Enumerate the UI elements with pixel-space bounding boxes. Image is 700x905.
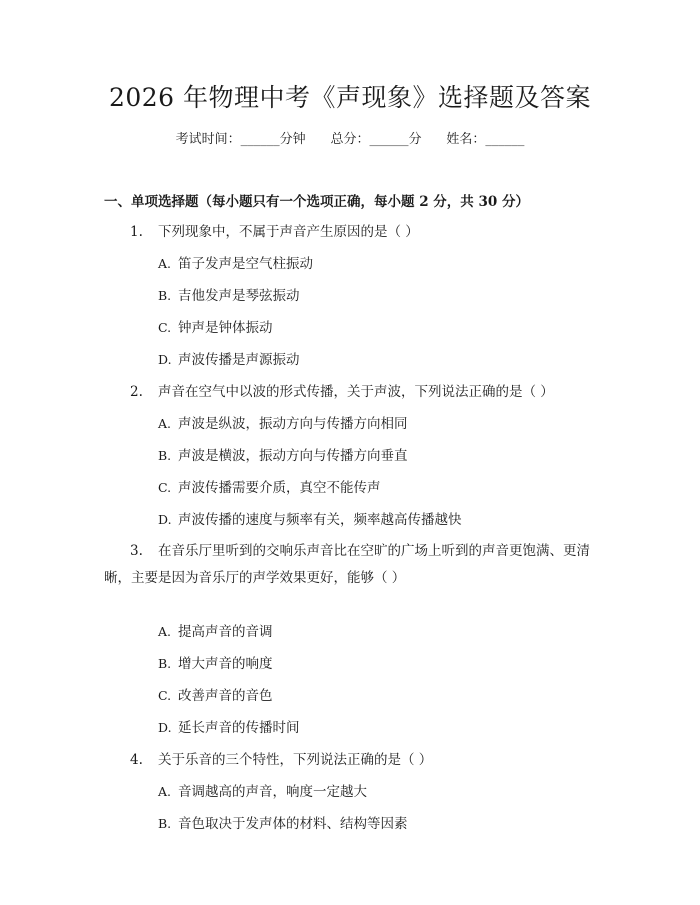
option-text: 钟声是钟体振动 <box>178 320 273 336</box>
question-2 <box>130 382 554 402</box>
option-letter: A. <box>158 624 172 639</box>
q1-option-c <box>158 318 273 338</box>
option-text: 声波传播是声源振动 <box>178 352 300 368</box>
question-4 <box>130 750 432 770</box>
q4-option-b <box>158 814 408 834</box>
q3-option-a <box>158 622 273 642</box>
q3-option-b <box>158 654 273 674</box>
option-text: 吉他发声是琴弦振动 <box>178 288 300 304</box>
q2-option-a <box>158 414 408 434</box>
option-letter: A. <box>158 784 172 799</box>
time-blank: ______ <box>240 132 280 147</box>
option-text: 增大声音的响度 <box>178 656 273 672</box>
option-text: 音色取决于发声体的材料、结构等因素 <box>178 816 408 832</box>
option-letter: D. <box>158 720 172 735</box>
question-number: 3. <box>130 543 143 559</box>
option-letter: B. <box>158 656 172 671</box>
q1-option-b <box>158 286 300 306</box>
option-letter: D. <box>158 512 172 527</box>
question-3 <box>104 538 604 592</box>
option-text: 改善声音的音色 <box>178 688 273 704</box>
exam-meta-line <box>0 131 700 149</box>
option-letter: A. <box>158 416 172 431</box>
option-text: 声波是纵波，振动方向与传播方向相同 <box>178 416 408 432</box>
page-title: 2026 年物理中考《声现象》选择题及答案 <box>108 83 592 112</box>
option-letter: C. <box>158 480 172 495</box>
q2-option-c <box>158 478 381 498</box>
q2-option-d <box>158 510 462 530</box>
q1-option-a <box>158 254 313 274</box>
name-label: 姓名： <box>446 132 486 147</box>
option-text: 声波是横波，振动方向与传播方向垂直 <box>178 448 408 464</box>
q2-option-b <box>158 446 408 466</box>
option-text: 声波传播需要介质，真空不能传声 <box>178 480 381 496</box>
option-text: 声波传播的速度与频率有关，频率越高传播越快 <box>178 512 462 528</box>
option-letter: A. <box>158 256 172 271</box>
option-letter: B. <box>158 288 172 303</box>
option-letter: C. <box>158 320 172 335</box>
score-blank: ______ <box>369 132 409 147</box>
question-number: 1. <box>130 224 143 240</box>
question-text: 下列现象中，不属于声音产生原因的是（ ） <box>158 224 419 240</box>
option-letter: B. <box>158 816 172 831</box>
section-heading: 一、单项选择题（每小题只有一个选项正确，每小题 2 分，共 30 分） <box>104 194 529 210</box>
q1-option-d <box>158 350 300 370</box>
time-unit: 分钟 <box>279 132 306 147</box>
option-letter: C. <box>158 688 172 703</box>
question-text: 声音在空气中以波的形式传播，关于声波，下列说法正确的是（ ） <box>158 384 554 400</box>
question-text: 关于乐音的三个特性，下列说法正确的是（ ） <box>158 752 433 768</box>
option-text: 延长声音的传播时间 <box>178 720 300 736</box>
name-blank: ______ <box>485 132 525 147</box>
score-label: 总分： <box>330 132 370 147</box>
option-letter: D. <box>158 352 172 367</box>
score-unit: 分 <box>408 132 422 147</box>
option-text: 音调越高的声音，响度一定越大 <box>178 784 367 800</box>
q3-option-c <box>158 686 273 706</box>
question-1 <box>130 222 419 242</box>
option-text: 提高声音的音调 <box>178 624 273 640</box>
option-text: 笛子发声是空气柱振动 <box>178 256 313 272</box>
q4-option-a <box>158 782 367 802</box>
question-number: 4. <box>130 752 143 768</box>
q3-option-d <box>158 718 300 738</box>
question-number: 2. <box>130 384 143 400</box>
option-letter: B. <box>158 448 172 463</box>
question-text: 在音乐厅里听到的交响乐声音比在空旷的广场上听到的声音更饱满、更清晰，主要是因为音乐厅的声学效果更好，能够（ ） <box>104 543 590 586</box>
time-label: 考试时间： <box>175 132 241 147</box>
